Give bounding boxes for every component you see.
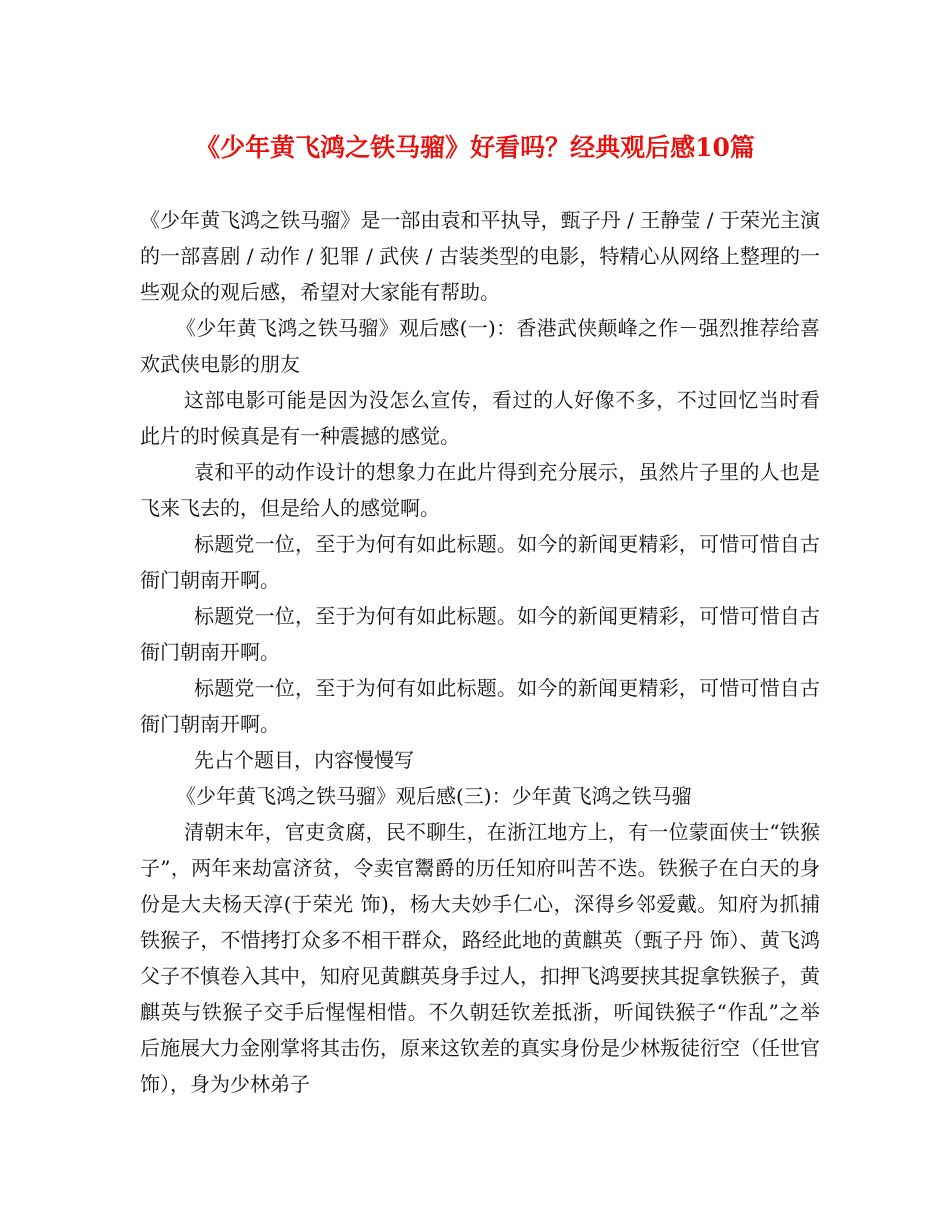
- body-paragraph: 清朝末年，官吏贪腐，民不聊生，在浙江地方上，有一位蒙面侠士“铁猴子”，两年来劫富济贫，令卖官鬻爵的历任知府叫苦不迭。铁猴子在白天的身份是大夫杨天淳(于荣光 饰)，杨大夫妙手仁心，深得乡邻爱戴。知府为抓捕铁猴子，不惜拷打众多不相干群众，路经此地的黄麒英（甄子丹 饰）、黄飞鸿父子不慎卷入其中，知府见黄麒英身手过人，扣押飞鸿要挟其捉拿铁猴子，黄麒英与铁猴子交手后惺惺相惜。不久朝廷钦差抵浙，听闻铁猴子“作乱”之举后施展大力金刚掌将其击伤，原来这钦差的真实身份是少林叛徒衍空（任世官 饰），身为少林弟子: [140, 820, 820, 1096]
- intro-paragraph: 《少年黄飞鸿之铁马骝》是一部由袁和平执导，甄子丹 / 王静莹 / 于荣光主演的一部喜剧 / 动作 / 犯罪 / 武侠 / 古装类型的电影，特精心从网络上整理的一些观众的观后感，希望对大家能有帮助。: [140, 208, 820, 304]
- review-heading-3: 《少年黄飞鸿之铁马骝》观后感(三)：少年黄飞鸿之铁马骝: [176, 784, 692, 808]
- body-paragraph: 袁和平的动作设计的想象力在此片得到充分展示，虽然片子里的人也是飞来飞去的，但是给人的感觉啊。: [140, 460, 820, 520]
- body-paragraph: 标题党一位，至于为何有如此标题。如今的新闻更精彩，可惜可惜自古衙门朝南开啊。: [140, 604, 820, 664]
- body-paragraph: 这部电影可能是因为没怎么宣传，看过的人好像不多，不过回忆当时看此片的时候真是有一种震撼的感觉。: [140, 388, 820, 448]
- review-heading-1: 《少年黄飞鸿之铁马骝》观后感(一)：香港武侠颠峰之作－强烈推荐给喜欢武侠电影的朋友: [140, 316, 820, 376]
- body-paragraph: 先占个题目，内容慢慢写: [194, 748, 414, 772]
- document-title: 《少年黄飞鸿之铁马骝》好看吗？经典观后感10篇: [195, 133, 755, 162]
- body-paragraph: 标题党一位，至于为何有如此标题。如今的新闻更精彩，可惜可惜自古衙门朝南开啊。: [140, 676, 820, 736]
- document-body: [140, 202, 820, 1102]
- body-paragraph: 标题党一位，至于为何有如此标题。如今的新闻更精彩，可惜可惜自古衙门朝南开啊。: [140, 532, 820, 592]
